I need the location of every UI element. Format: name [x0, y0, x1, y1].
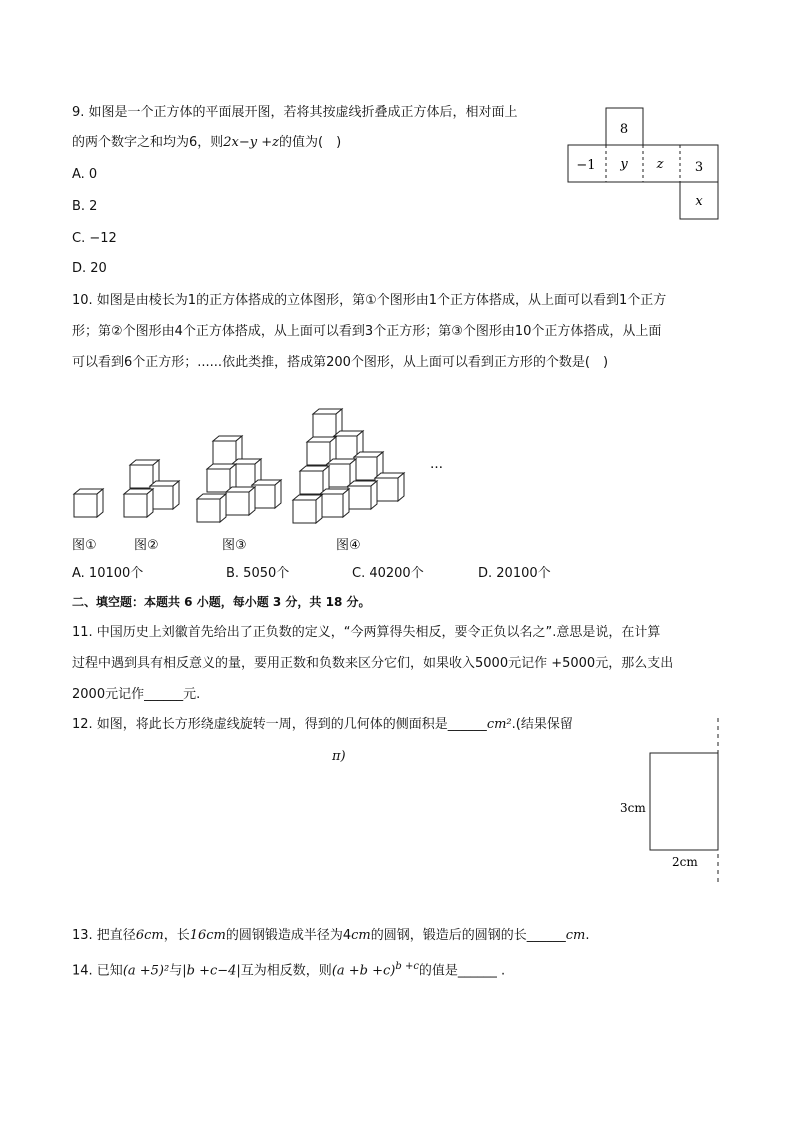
net-left-value: −1 [576, 158, 596, 173]
q11-line1: 11. 中国历史上刘徽首先给出了正负数的定义，“今两算得失相反，要令正负以名之”.意思是说，在计算 [72, 625, 661, 640]
q9-line1: 9. 如图是一个正方体的平面展开图，若将其按虚线折叠成正方体后，相对面上 [72, 105, 518, 120]
q13-line: 13. 把直径6cm，长16cm的圆钢锻造成半径为4cm的圆钢，锻造后的圆钢的长______cm. [72, 928, 590, 943]
q11-line2: 过程中遇到具有相反意义的量，要用正数和负数来区分它们，如果收入5000元记作 +5000元，那么支出 [72, 656, 674, 671]
q9-line2: 的两个数字之和均为6，则2x−y +z的值为( ) [72, 135, 342, 150]
q10-line1: 10. 如图是由棱长为1的正方体搭成的立体图形，第①个图形由1个正方体搭成，从上面可以看到1个正方 [72, 293, 667, 308]
figure-label-4: 图④ [336, 538, 361, 553]
q10-option-c: C. 40200个 [352, 566, 424, 581]
figure-2-cubes [124, 460, 179, 517]
figure-3-cubes [197, 436, 281, 522]
rect-width-label: 2cm [672, 855, 698, 869]
q14-line: 14. 已知(a +5)²与|b +c−4|互为相反数，则$(a +b +c)^{b +c}$的值是______ . [72, 961, 506, 979]
rectangle-rotation-diagram [618, 716, 728, 888]
q9-option-a: A. 0 [72, 167, 98, 182]
q11-line3: 2000元记作______元. [72, 687, 201, 702]
figure-1-cubes [74, 489, 103, 517]
section-2-heading: 二、填空题：本题共 6 小题，每小题 3 分，共 18 分。 [72, 595, 371, 609]
cube-stacks-figure [0, 0, 794, 560]
q9-option-c: C. −12 [72, 231, 117, 246]
figure-label-3: 图③ [222, 538, 247, 553]
figure-ellipsis: … [430, 457, 443, 472]
net-right-value: 3 [694, 160, 704, 175]
q12-unit: cm² [486, 717, 512, 732]
q12-line1: 12. 如图，将此长方形绕虚线旋转一周，得到的几何体的侧面积是______cm².(结果保留 [72, 717, 573, 732]
rect-height-label: 3cm [620, 801, 646, 815]
figure-label-2: 图② [134, 538, 159, 553]
q9-expression: 2x−y +z [223, 135, 279, 150]
q10-option-a: A. 10100个 [72, 566, 144, 581]
q9-option-b: B. 2 [72, 199, 98, 214]
q12-line2: π) [332, 749, 346, 764]
net-z-label: z [656, 157, 664, 172]
figure-4-cubes [293, 409, 404, 523]
net-x-label: x [695, 194, 703, 209]
net-y-label: y [620, 157, 628, 172]
rotating-rectangle [650, 753, 718, 850]
q9-option-d: D. 20 [72, 261, 107, 276]
q10-option-d: D. 20100个 [478, 566, 551, 581]
figure-label-1: 图① [72, 538, 97, 553]
net-top-value: 8 [619, 122, 629, 137]
q10-option-b: B. 5050个 [226, 566, 290, 581]
q10-line2: 形；第②个图形由4个正方体搭成，从上面可以看到3个正方形；第③个图形由10个正方体搭成，从上面 [72, 324, 662, 339]
q10-line3: 可以看到6个正方形；......依此类推，搭成第200个图形，从上面可以看到正方形的个数是( ) [72, 355, 609, 370]
